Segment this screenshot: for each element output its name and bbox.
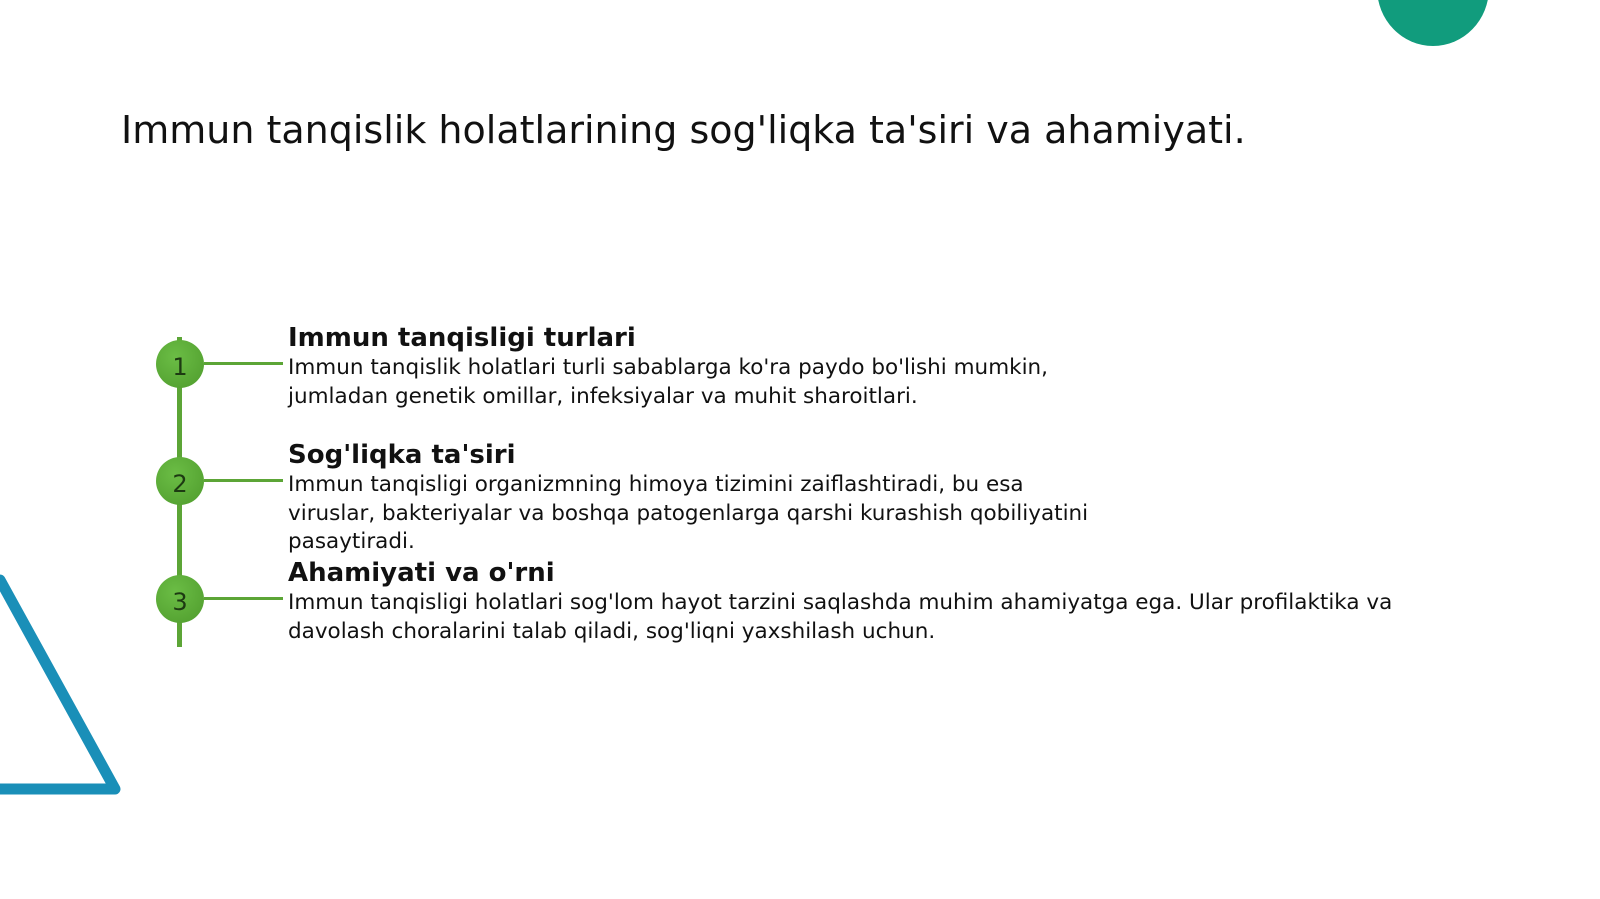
step-heading: Sog'liqka ta'siri [288,440,516,470]
decorative-circle [1377,0,1489,46]
step-body [288,589,1392,646]
step-body-line: viruslar, bakteriyalar va boshqa patogenlarga qarshi kurashish qobiliyatini [288,500,1089,526]
step-heading: Immun tanqisligi turlari [288,323,636,353]
step-body-line: Immun tanqisligi organizmning himoya tizimini zaiflashtiradi, bu esa [288,472,1024,497]
step-text [288,322,1048,411]
step-text [288,439,1088,557]
step-body [288,354,1048,411]
step-body-line: pasaytiradi. [288,529,415,554]
step-connector [204,362,283,365]
step-body-line: Immun tanqisligi holatlari sog'lom hayot tarzini saqlashda muhim ahamiyatga ega. Ular profilaktika va [288,590,1393,615]
step-number-badge: 1 [156,340,204,388]
step-heading: Ahamiyati va o'rni [288,558,555,588]
decorative-triangle [0,570,140,810]
step-text [288,557,1392,646]
step-connector [204,479,283,482]
slide-title: Immun tanqislik holatlarining sog'liqka ta'siri va ahamiyati. [121,108,1246,152]
step-number-badge: 2 [156,457,204,505]
step-connector [204,597,283,600]
step-number-badge: 3 [156,575,204,623]
step-body [288,471,1088,557]
step-body-line: jumladan genetik omillar, infeksiyalar va muhit sharoitlari. [288,383,918,409]
step-body-line: Immun tanqislik holatlari turli sabablarga ko'ra paydo bo'lishi mumkin, [288,355,1049,380]
step-body-line: davolash choralarini talab qiladi, sog'liqni yaxshilash uchun. [288,618,936,644]
